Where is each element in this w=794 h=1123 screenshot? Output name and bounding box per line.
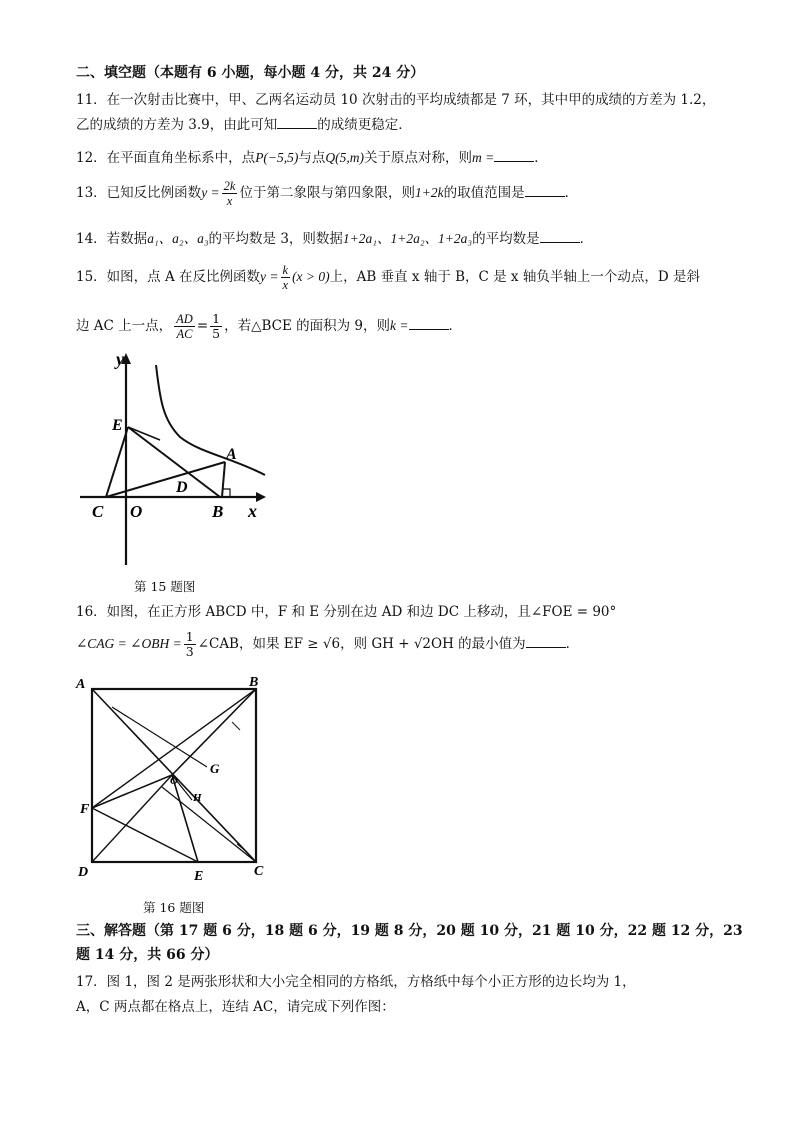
line-D-to-O: [92, 775, 172, 862]
label-F: F: [80, 802, 90, 817]
answer-blank[interactable]: [540, 229, 580, 243]
label-B: B: [212, 502, 224, 521]
label-O: O: [170, 775, 178, 787]
q16-line1: 16．如图，在正方形 ABCD 中，F 和 E 分别在边 AD 和边 DC 上移动，且∠FOE = 90°: [76, 604, 617, 620]
q12: 12．在平面直角坐标系中，点P(−5,5)与点Q(5,m)关于原点对称，则m = ．: [76, 150, 548, 166]
label-B: B: [249, 675, 259, 690]
x-arrow: [256, 492, 266, 502]
q11-line2: 乙的成绩的方差为 3.9，由此可知 的成绩更稳定．: [76, 117, 412, 133]
q11-line1: 11．在一次射击比赛中，甲、乙两名运动员 10 次射击的平均成绩都是 7 环，其中甲的成绩的方差为 1.2，: [76, 92, 716, 108]
segment-CE: [106, 427, 128, 497]
answer-blank[interactable]: [494, 148, 534, 162]
section-2-heading: 二、填空题（本题有 6 小题，每小题 4 分，共 24 分）: [76, 65, 425, 81]
label-y: y: [116, 349, 124, 369]
section-3-heading-line1: 三、解答题（第 17 题 6 分，18 题 6 分，19 题 8 分，20 题 10 分，21 题 10 分，22 题 12 分，23: [76, 923, 743, 939]
q13: 13．已知反比例函数y = $\frac{2k}{x}$ 位于第二象限与第四象限，则1+2k的取值范围是 ．: [76, 179, 579, 208]
label-H: H: [193, 792, 202, 804]
label-x: x: [248, 501, 257, 521]
segment-CA: [106, 462, 225, 497]
q15-line2: 边 AC 上一点， $\frac{AD}{AC}$ = $\frac{1}{5}$ ，若△BCE 的面积为 9，则k = ．: [76, 311, 463, 341]
answer-blank[interactable]: [525, 183, 565, 197]
figure-16-caption: 第 16 题图: [143, 900, 205, 915]
label-D: D: [176, 479, 188, 496]
label-C: C: [254, 864, 264, 879]
hyperbola-curve: [156, 365, 265, 475]
tick-mark: [232, 722, 240, 730]
label-C: C: [92, 502, 104, 521]
q16-line2: ∠CAG = ∠OBH = $\frac{1}{3}$ ∠CAB，如果 EF ≥ √6，则 GH + √2OH 的最小值为 ．: [76, 629, 580, 659]
q14: 14．若数据a₁、a₂、a₃的平均数是 3，则数据1+2a₁、1+2a₂、1+2a₃的平均数是 ．: [76, 231, 594, 247]
figure-15-caption: 第 15 题图: [134, 579, 196, 594]
label-A: A: [76, 677, 86, 692]
figure-16: [72, 672, 272, 887]
line-A-to-G: [112, 707, 207, 767]
line-F-to-E: [92, 808, 198, 862]
label-G: G: [210, 761, 220, 776]
line-F-to-O: [92, 775, 172, 808]
segment-AB: [222, 462, 225, 497]
line-F-to-B: [92, 689, 256, 808]
label-E: E: [194, 869, 204, 884]
answer-blank[interactable]: [409, 316, 449, 330]
answer-blank[interactable]: [277, 115, 317, 129]
q17-line2: A，C 两点都在格点上，连结 AC，请完成下列作图：: [76, 999, 395, 1015]
figure-15: [70, 345, 280, 570]
label-E: E: [112, 417, 123, 434]
label-A: A: [226, 446, 237, 463]
q15-line1: 15．如图，点 A 在反比例函数y = $\frac{k}{x}$ (x > 0)上，AB 垂直 x 轴于 B，C 是 x 轴负半轴上一个动点，D 是斜: [76, 263, 700, 292]
label-D: D: [78, 865, 89, 880]
label-O: O: [130, 502, 143, 521]
section-3-heading-line2: 题 14 分，共 66 分）: [76, 947, 219, 963]
answer-blank[interactable]: [526, 634, 566, 648]
q17-line1: 17．图 1，图 2 是两张形状和大小完全相同的方格纸，方格纸中每个小正方形的边长均为 1，: [76, 974, 636, 990]
